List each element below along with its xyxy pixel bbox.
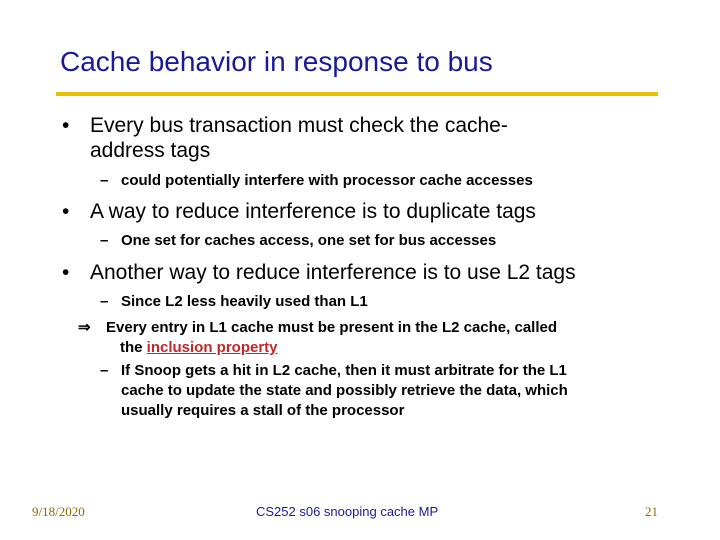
sub-bullet-text: cache to update the state and possibly retrieve the data, which <box>121 382 568 399</box>
implication-text: Every entry in L1 cache must be present in the L2 cache, called <box>106 319 558 336</box>
bullet-marker: • <box>62 261 70 284</box>
inclusion-property-link[interactable]: inclusion property <box>146 339 278 356</box>
sub-bullet-text: Since L2 less heavily used than L1 <box>121 293 368 310</box>
sub-bullet-text: could potentially interfere with processor cache accesses <box>121 172 533 189</box>
footer-date: 9/18/2020 <box>32 504 85 519</box>
page-number: 21 <box>645 504 658 519</box>
bullet-text-line: address tags <box>90 139 211 162</box>
sub-bullet-text: usually requires a stall of the processor <box>121 402 405 419</box>
bullet-marker: • <box>62 114 70 137</box>
title-underline <box>56 92 658 96</box>
sub-bullet-marker: – <box>100 362 109 379</box>
sub-bullet-marker: – <box>100 293 109 310</box>
implication-prefix: the <box>120 339 147 356</box>
sub-bullet-marker: – <box>100 232 109 249</box>
bullet-marker: • <box>62 200 70 223</box>
bullet-text-line: Another way to reduce interference is to use L2 tags <box>90 261 576 284</box>
slide-title: Cache behavior in response to bus <box>60 46 493 77</box>
sub-bullet-text: One set for caches access, one set for bus accesses <box>121 232 497 249</box>
bullet-text-line: A way to reduce interference is to duplicate tags <box>90 200 536 223</box>
footer-course: CS252 s06 snooping cache MP <box>256 504 439 519</box>
bullet-text-line: Every bus transaction must check the cache- <box>90 114 508 137</box>
implication-text-line2 <box>120 338 278 358</box>
sub-bullet-text: If Snoop gets a hit in L2 cache, then it must arbitrate for the L1 <box>121 362 567 379</box>
sub-bullet-marker: – <box>100 172 109 189</box>
implies-arrow-icon: ⇒ <box>78 319 91 336</box>
